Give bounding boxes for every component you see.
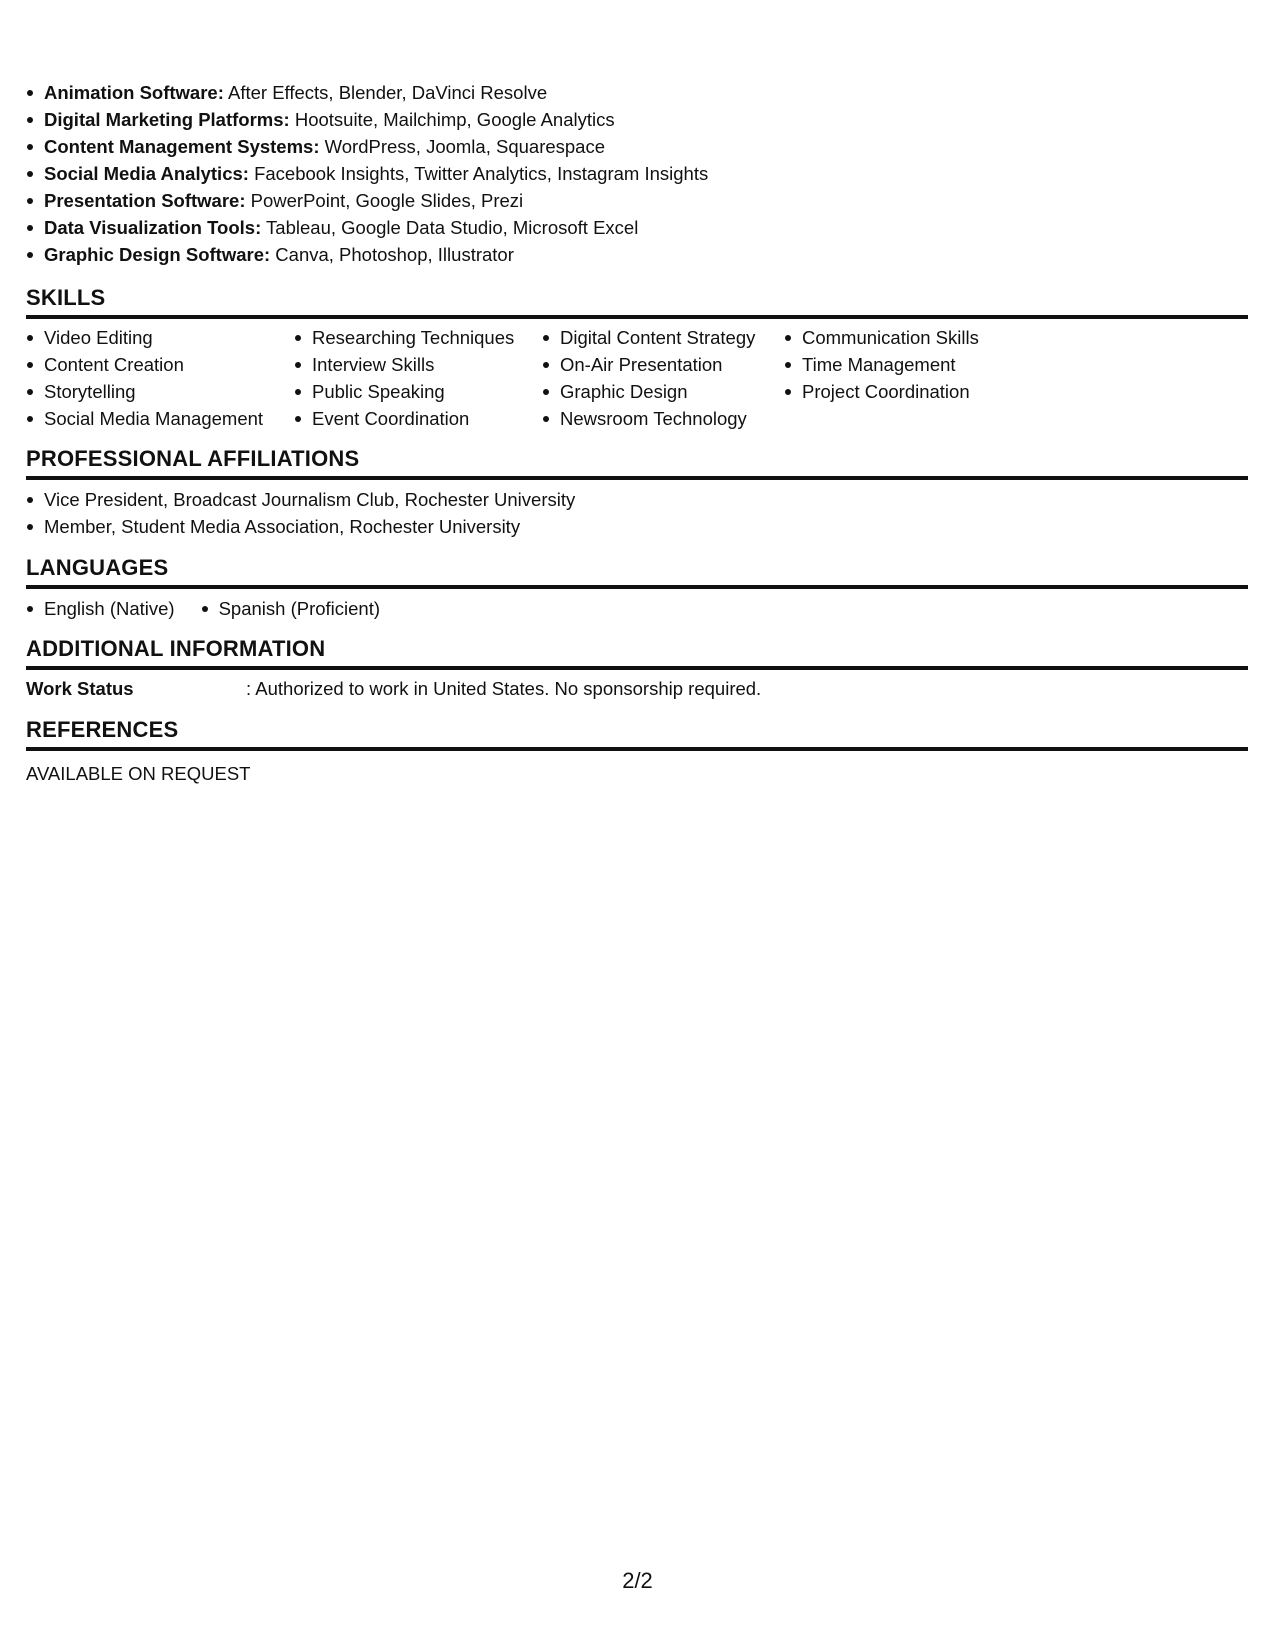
tool-item-data-visualization <box>26 214 1248 241</box>
tool-label: Presentation Software: <box>44 190 246 211</box>
software-tools-list <box>26 79 1248 268</box>
affiliations-list <box>26 486 1248 540</box>
additional-info-section <box>26 636 1248 702</box>
affiliation-item: Vice President, Broadcast Journalism Club, Rochester University <box>26 486 1248 513</box>
language-item: English (Native) <box>26 595 175 622</box>
tool-item-graphic-design <box>26 241 1248 268</box>
tool-item-animation <box>26 79 1248 106</box>
tool-value: Hootsuite, Mailchimp, Google Analytics <box>289 109 615 130</box>
tool-value: Facebook Insights, Twitter Analytics, Instagram Insights <box>248 163 709 184</box>
languages-section <box>26 555 1248 622</box>
skill-item: Public Speaking <box>294 378 542 405</box>
skills-heading: SKILLS <box>26 285 1248 319</box>
tool-item-social-analytics <box>26 160 1248 187</box>
tool-label: Digital Marketing Platforms: <box>44 109 290 130</box>
skill-item: Communication Skills <box>784 324 1024 351</box>
tool-label: Content Management Systems: <box>44 136 320 157</box>
skill-item: Newsroom Technology <box>542 405 784 432</box>
languages-list <box>26 595 1248 622</box>
tool-item-cms <box>26 133 1248 160</box>
skills-grid <box>26 324 1248 432</box>
skills-column <box>784 324 1024 432</box>
tool-label: Data Visualization Tools: <box>44 217 262 238</box>
additional-info-heading: ADDITIONAL INFORMATION <box>26 636 1248 670</box>
page-number: 2/2 <box>622 1568 653 1593</box>
skill-item: Digital Content Strategy <box>542 324 784 351</box>
skill-item: Video Editing <box>26 324 294 351</box>
tool-label: Graphic Design Software: <box>44 244 271 265</box>
tool-value: PowerPoint, Google Slides, Prezi <box>245 190 524 211</box>
tool-value: Tableau, Google Data Studio, Microsoft Excel <box>261 217 639 238</box>
skill-item: Time Management <box>784 351 1024 378</box>
references-text: AVAILABLE ON REQUEST <box>26 763 251 784</box>
affiliations-section <box>26 446 1248 540</box>
tool-label: Animation Software: <box>44 82 224 103</box>
tool-value: Canva, Photoshop, Illustrator <box>270 244 514 265</box>
tool-item-presentation <box>26 187 1248 214</box>
skill-item: Content Creation <box>26 351 294 378</box>
skill-item: Graphic Design <box>542 378 784 405</box>
skills-column <box>26 324 294 432</box>
resume-page <box>26 0 1248 787</box>
affiliations-heading: PROFESSIONAL AFFILIATIONS <box>26 446 1248 480</box>
skill-item: Project Coordination <box>784 378 1024 405</box>
references-section <box>26 717 1248 787</box>
skill-item: Event Coordination <box>294 405 542 432</box>
skills-section <box>26 285 1248 432</box>
languages-heading: LANGUAGES <box>26 555 1248 589</box>
references-heading: REFERENCES <box>26 717 1248 751</box>
skill-item: Researching Techniques <box>294 324 542 351</box>
tool-value: WordPress, Joomla, Squarespace <box>319 136 606 157</box>
work-status-value: : Authorized to work in United States. No sponsorship required. <box>246 678 762 699</box>
language-item: Spanish (Proficient) <box>201 595 380 622</box>
skill-item: On-Air Presentation <box>542 351 784 378</box>
work-status-row <box>26 676 1248 702</box>
affiliation-item: Member, Student Media Association, Rochester University <box>26 513 1248 540</box>
skill-item: Social Media Management <box>26 405 294 432</box>
skill-item: Interview Skills <box>294 351 542 378</box>
tool-item-digital-marketing <box>26 106 1248 133</box>
skills-column <box>542 324 784 432</box>
skill-item: Storytelling <box>26 378 294 405</box>
work-status-label: Work Status <box>26 678 134 699</box>
skills-column <box>294 324 542 432</box>
tool-value: After Effects, Blender, DaVinci Resolve <box>223 82 548 103</box>
tool-label: Social Media Analytics: <box>44 163 249 184</box>
